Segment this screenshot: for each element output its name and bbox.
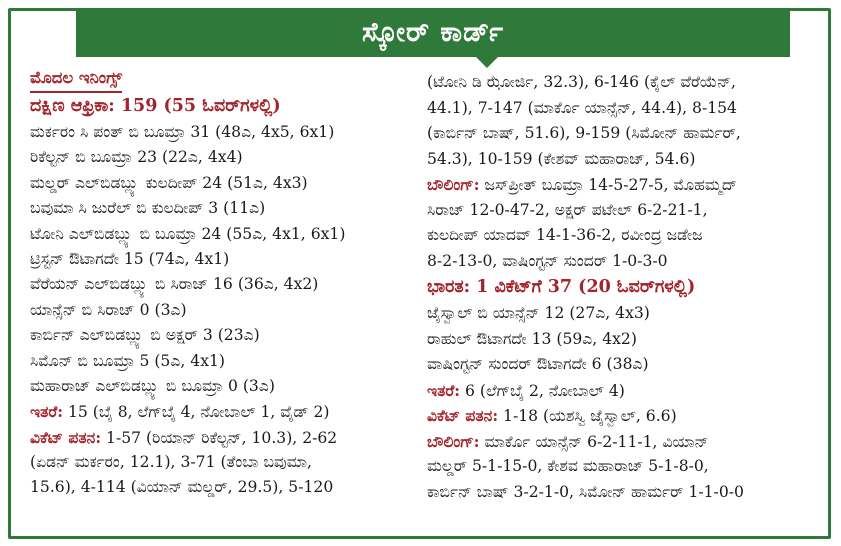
header-pointer (476, 57, 498, 68)
extras-label: ಇತರೆ: (30, 402, 64, 422)
extras-value: 6 (ಲೆಗ್‌ಬೈ 2, ನೋಬಾಲ್ 4) (460, 381, 625, 400)
batting-row: ಮಹಾರಾಜ್ ಎಲ್‌ಬಿಡಬ್ಲ್ಯು ಬಿ ಬೂಮ್ರಾ 0 (3ಎ) (30, 376, 275, 395)
fall-of-wickets-row (427, 403, 819, 429)
fall-of-wickets-label: ವಿಕೆಟ್ ಪತನ: (427, 406, 499, 425)
bowling-row (427, 429, 819, 455)
fall-of-wickets-label: ವಿಕೆಟ್ ಪತನ: (30, 427, 102, 447)
batting-row: ಮಲ್ಡರ್ ಎಲ್‌ಬಿಡಬ್ಲ್ಯು ಕುಲದೀಪ್ 24 (51ಎ, 4x3) (30, 173, 308, 192)
fall-of-wickets-row (30, 425, 414, 450)
bowling-text: 8-2-13-0, ವಾಷಿಂಗ್ಟನ್ ಸುಂದರ್ 1-0-3-0 (427, 251, 668, 270)
bowling-text: ಜಸ್‌ಪ್ರೀತ್ ಬೂಮ್ರಾ 14-5-27-5, ಮೊಹಮ್ಮದ್ (479, 176, 737, 194)
batting-row: ವೆರೆಯನ್ ಎಲ್‌ಬಿಡಬ್ಲ್ಯು ಬಿ ಸಿರಾಜ್ 16 (36ಎ, 4x2) (30, 275, 319, 294)
bowling-label: ಬೌಲಿಂಗ್: (427, 175, 480, 194)
left-column (30, 64, 414, 501)
batting-row: ಕಾರ್ಬಿನ್ ಎಲ್‌ಬಿಡಬ್ಲ್ಯು ಬಿ ಅಕ್ಷರ್ 3 (23ಎ) (30, 326, 260, 345)
bowling-text: ಸಿರಾಜ್ 12-0-47-2, ಅಕ್ಷರ್ ಪಟೇಲ್ 6-2-21-1, (427, 200, 708, 219)
bowling-label: ಬೌಲಿಂಗ್: (427, 431, 480, 451)
bowling-row (427, 172, 819, 198)
batting-row: ಮರ್ಕರಂ ಸಿ ಪಂತ್ ಬಿ ಬೂಮ್ರಾ 31 (48ಎ, 4x5, 6x1) (30, 123, 335, 141)
fall-of-wickets-text: (ಟೋನಿ ಡಿ ಝೋರ್ಜಿ, 32.3), 6-146 (ಕೈಲ್ ವೆರೆಯೆನ್, (427, 73, 736, 91)
batting-row: ರಿಕೆಲ್ಟನ್ ಬಿ ಬೂಮ್ರಾ 23 (22ಎ, 4x4) (30, 148, 243, 167)
bowling-text: ಕುಲದೀಪ್ ಯಾದವ್ 14-1-36-2, ರವೀಂದ್ರ ಜಡೇಜ (427, 226, 703, 244)
extras-value: 15 (ಬೈ 8, ಲೆಗ್‌ಬೈ 4, ನೋಬಾಲ್ 1, ವೈಡ್ 2) (63, 403, 330, 422)
batting-row: ಟ್ರಿಸ್ಟನ್ ಔಟಾಗದೇ 15 (74ಎ, 4x1) (30, 249, 230, 268)
extras-row (427, 378, 819, 404)
team-total-south-africa: ದಕ್ಷಿಣ ಆಫ್ರಿಕಾ: 159 (55 ಓವರ್‌ಗಳಲ್ಲಿ) (30, 96, 281, 116)
fall-of-wickets-text: 15.6), 4-114 (ವಿಯಾನ್ ಮಲ್ಡರ್, 29.5), 5-120 (30, 478, 334, 497)
batting-row: ಬವುಮಾ ಸಿ ಜುರೆಲ್ ಬಿ ಕುಲದೀಪ್ 3 (11ಎ) (30, 199, 266, 218)
right-column (427, 70, 819, 505)
fall-of-wickets-text: 44.1), 7-147 (ಮಾರ್ಕೊ ಯಾನ್ಸೆನ್, 44.4), 8-154 (427, 98, 737, 117)
scorecard-title: ಸ್ಕೋರ್ ಕಾರ್ಡ್ (361, 16, 505, 48)
extras-row (30, 399, 414, 424)
fall-of-wickets-text: 1-57 (ರಿಯಾನ್ ರಿಕೆಲ್ಟನ್, 10.3), 2-62 (101, 428, 338, 447)
scorecard-header (76, 8, 790, 57)
batting-row: ರಾಹುಲ್ ಔಟಾಗದೇ 13 (59ಎ, 4x2) (427, 329, 637, 348)
team-total-india: ಭಾರತ: 1 ವಿಕೆಟ್‌ಗೆ 37 (20 ಓವರ್‌ಗಳಲ್ಲಿ) (427, 277, 696, 297)
batting-row: ವಾಷಿಂಗ್ಟನ್ ಸುಂದರ್ ಔಟಾಗದೇ 6 (38ಎ) (427, 355, 649, 373)
bowling-text: ಕಾರ್ಬಿನ್ ಬಾಷ್ 3-2-1-0, ಸಿಮೋನ್ ಹಾರ್ಮರ್ 1-1-0-0 (427, 482, 744, 501)
bowling-text: ಮಲ್ಡರ್ 5-1-15-0, ಕೇಶವ ಮಹಾರಾಜ್ 5-1-8-0, (427, 457, 709, 475)
batting-row: ಜೈಸ್ವಾಲ್ ಬಿ ಯಾನ್ಸೆನ್ 12 (27ಎ, 4x3) (427, 304, 650, 322)
batting-row: ಯಾನ್ಸೆನ್ ಬಿ ಸಿರಾಜ್ 0 (3ಎ) (30, 300, 187, 319)
fall-of-wickets-text: (ಕಾರ್ಬಿನ್ ಬಾಷ್, 51.6), 9-159 (ಸಿಮೋನ್ ಹಾರ್ಮರ್, (427, 124, 741, 142)
innings-label: ಮೊದಲ ಇನಿಂಗ್ಸ್ (30, 64, 122, 93)
batting-row: ಸಿಮೊನ್ ಬಿ ಬೂಮ್ರಾ 5 (5ಎ, 4x1) (30, 351, 225, 370)
fall-of-wickets-text: 1-18 (ಯಶಸ್ವಿ ಜೈಸ್ವಾಲ್, 6.6) (498, 407, 677, 425)
fall-of-wickets-text: 54.3), 10-159 (ಕೇಶವ್ ಮಹಾರಾಜ್, 54.6) (427, 149, 696, 168)
extras-label: ಇತರೆ: (427, 380, 461, 400)
batting-row: ಟೋನಿ ಎಲ್‌ಬಿಡಬ್ಲ್ಯು ಬಿ ಬೂಮ್ರಾ 24 (55ಎ, 4x1, 6x1) (30, 224, 346, 243)
fall-of-wickets-text: (ಏಡನ್ ಮರ್ಕರಂ, 12.1), 3-71 (ತೆಂಬಾ ಬವುಮಾ, (30, 453, 313, 472)
bowling-text: ಮಾರ್ಕೊ ಯಾನ್ಸೆನ್ 6-2-11-1, ವಿಯಾನ್ (479, 432, 709, 451)
